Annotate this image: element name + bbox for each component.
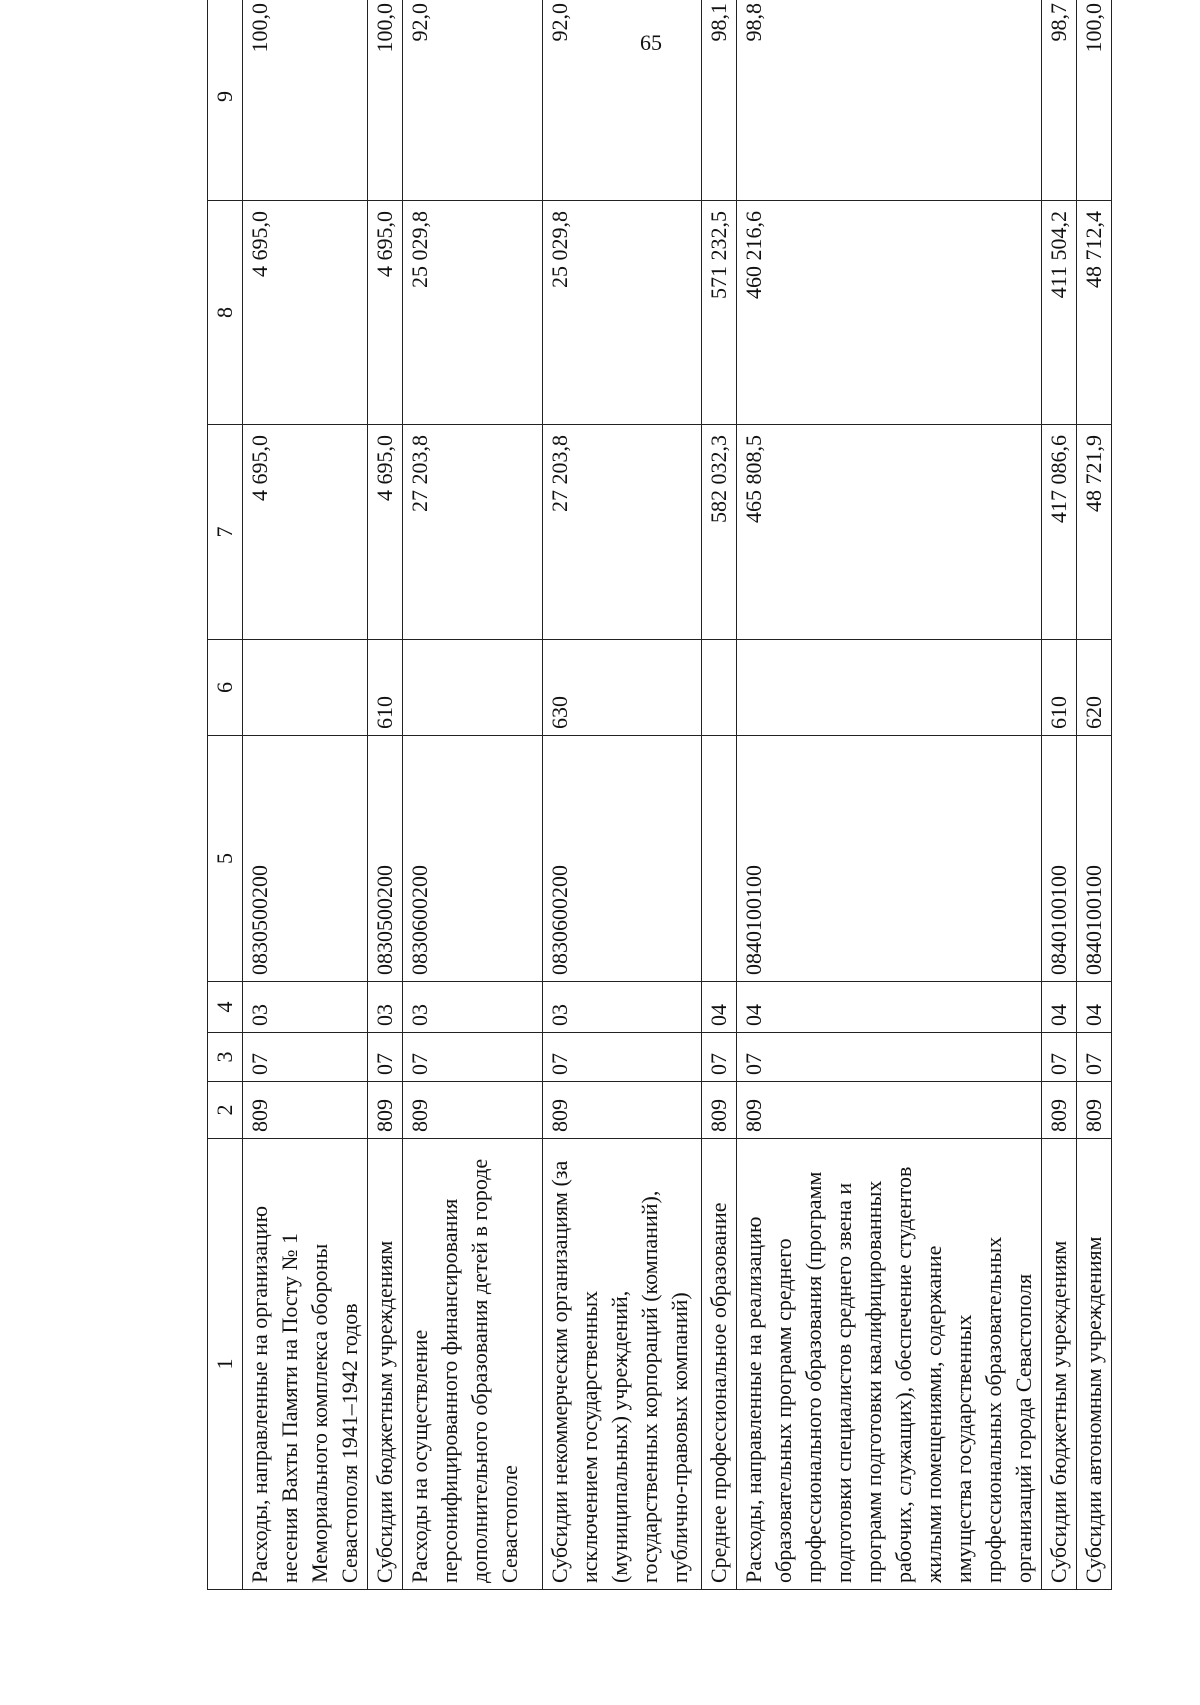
cell-section: 07 (702, 1033, 737, 1082)
cell-executed: 25 029,8 (543, 201, 702, 425)
cell-subsection: 03 (243, 982, 368, 1033)
cell-planned: 4 695,0 (243, 425, 368, 640)
cell-expense-type (702, 640, 737, 736)
cell-subsection: 04 (1077, 982, 1112, 1033)
cell-executed: 571 232,5 (702, 201, 737, 425)
table-row (1077, 0, 1112, 1590)
cell-target-article: 0840100100 (1042, 736, 1077, 982)
row-name: Расходы, направленные на организацию несения Вахты Памяти на Посту № 1 Мемориального комплекса обороны Севастополя 1941–1942 годов (243, 1139, 368, 1590)
table-row (403, 0, 543, 1590)
cell-ministry-code: 809 (702, 1082, 737, 1139)
cell-section: 07 (368, 1033, 403, 1082)
header-col-6: 6 (208, 640, 243, 736)
cell-subsection: 04 (737, 982, 1042, 1033)
cell-target-article: 0840100100 (1077, 736, 1112, 982)
cell-executed: 460 216,6 (737, 201, 1042, 425)
cell-ministry-code: 809 (543, 1082, 702, 1139)
cell-subsection: 04 (702, 982, 737, 1033)
cell-subsection: 03 (543, 982, 702, 1033)
cell-percent: 92,0 (403, 0, 543, 201)
table-row (543, 0, 702, 1590)
header-col-1: 1 (208, 1139, 243, 1590)
cell-section: 07 (243, 1033, 368, 1082)
cell-percent: 100,0 (243, 0, 368, 201)
cell-planned: 27 203,8 (403, 425, 543, 640)
cell-expense-type (403, 640, 543, 736)
row-name: Расходы, направленные на реализацию образовательных программ среднего профессионального образования (программ подготовки специалистов среднего звена и программ подготовки квалифицированных рабочих, служащих), обеспечение студентов жилыми помещениями, содержание имущества государственных профессиональных образовательных организаций города Севастополя (737, 1139, 1042, 1590)
cell-executed: 48 712,4 (1077, 201, 1112, 425)
header-col-7: 7 (208, 425, 243, 640)
cell-ministry-code: 809 (368, 1082, 403, 1139)
cell-expense-type (737, 640, 1042, 736)
cell-expense-type: 610 (368, 640, 403, 736)
cell-percent: 98,8 (737, 0, 1042, 201)
cell-executed: 411 504,2 (1042, 201, 1077, 425)
header-col-8: 8 (208, 201, 243, 425)
cell-executed: 25 029,8 (403, 201, 543, 425)
cell-ministry-code: 809 (1042, 1082, 1077, 1139)
header-col-2: 2 (208, 1082, 243, 1139)
cell-planned: 27 203,8 (543, 425, 702, 640)
row-name: Субсидии бюджетным учреждениям (368, 1139, 403, 1590)
row-name: Среднее профессиональное образование (702, 1139, 737, 1590)
table-row (1042, 0, 1077, 1590)
cell-percent: 92,0 (543, 0, 702, 201)
cell-target-article (702, 736, 737, 982)
cell-ministry-code: 809 (243, 1082, 368, 1139)
page-number: 65 (640, 30, 662, 55)
cell-planned: 417 086,6 (1042, 425, 1077, 640)
cell-target-article: 0830600200 (543, 736, 702, 982)
table-row (702, 0, 737, 1590)
row-name: Субсидии некоммерческим организациям (за исключением государственных (муниципальных) учреждений, государственных корпораций (компаний), публично-правовых компаний) (543, 1139, 702, 1590)
cell-section: 07 (1077, 1033, 1112, 1082)
budget-table (207, 0, 1112, 1590)
cell-section: 07 (543, 1033, 702, 1082)
header-row (208, 0, 243, 1590)
cell-target-article: 0840100100 (737, 736, 1042, 982)
cell-executed: 4 695,0 (243, 201, 368, 425)
cell-expense-type: 610 (1042, 640, 1077, 736)
cell-subsection: 03 (403, 982, 543, 1033)
cell-percent: 100,0 (368, 0, 403, 201)
cell-planned: 4 695,0 (368, 425, 403, 640)
row-name: Субсидии автономным учреждениям (1077, 1139, 1112, 1590)
table-row (737, 0, 1042, 1590)
cell-expense-type (243, 640, 368, 736)
cell-section: 07 (1042, 1033, 1077, 1082)
cell-subsection: 03 (368, 982, 403, 1033)
cell-target-article: 0830500200 (243, 736, 368, 982)
cell-percent: 98,1 (702, 0, 737, 201)
row-name: Субсидии бюджетным учреждениям (1042, 1139, 1077, 1590)
cell-planned: 48 721,9 (1077, 425, 1112, 640)
header-col-9: 9 (208, 0, 243, 201)
rotated-table-sheet (207, 3, 1112, 1590)
cell-percent: 100,0 (1077, 0, 1112, 201)
table-row (368, 0, 403, 1590)
cell-subsection: 04 (1042, 982, 1077, 1033)
table-row (243, 0, 368, 1590)
cell-ministry-code: 809 (403, 1082, 543, 1139)
header-col-3: 3 (208, 1033, 243, 1082)
cell-planned: 465 808,5 (737, 425, 1042, 640)
cell-executed: 4 695,0 (368, 201, 403, 425)
cell-target-article: 0830600200 (403, 736, 543, 982)
cell-section: 07 (737, 1033, 1042, 1082)
cell-ministry-code: 809 (1077, 1082, 1112, 1139)
cell-ministry-code: 809 (737, 1082, 1042, 1139)
header-col-5: 5 (208, 736, 243, 982)
cell-section: 07 (403, 1033, 543, 1082)
cell-expense-type: 630 (543, 640, 702, 736)
cell-expense-type: 620 (1077, 640, 1112, 736)
row-name: Расходы на осуществление персонифицированного финансирования дополнительного образования детей в городе Севастополе (403, 1139, 543, 1590)
cell-planned: 582 032,3 (702, 425, 737, 640)
cell-percent: 98,7 (1042, 0, 1077, 201)
header-col-4: 4 (208, 982, 243, 1033)
cell-target-article: 0830500200 (368, 736, 403, 982)
